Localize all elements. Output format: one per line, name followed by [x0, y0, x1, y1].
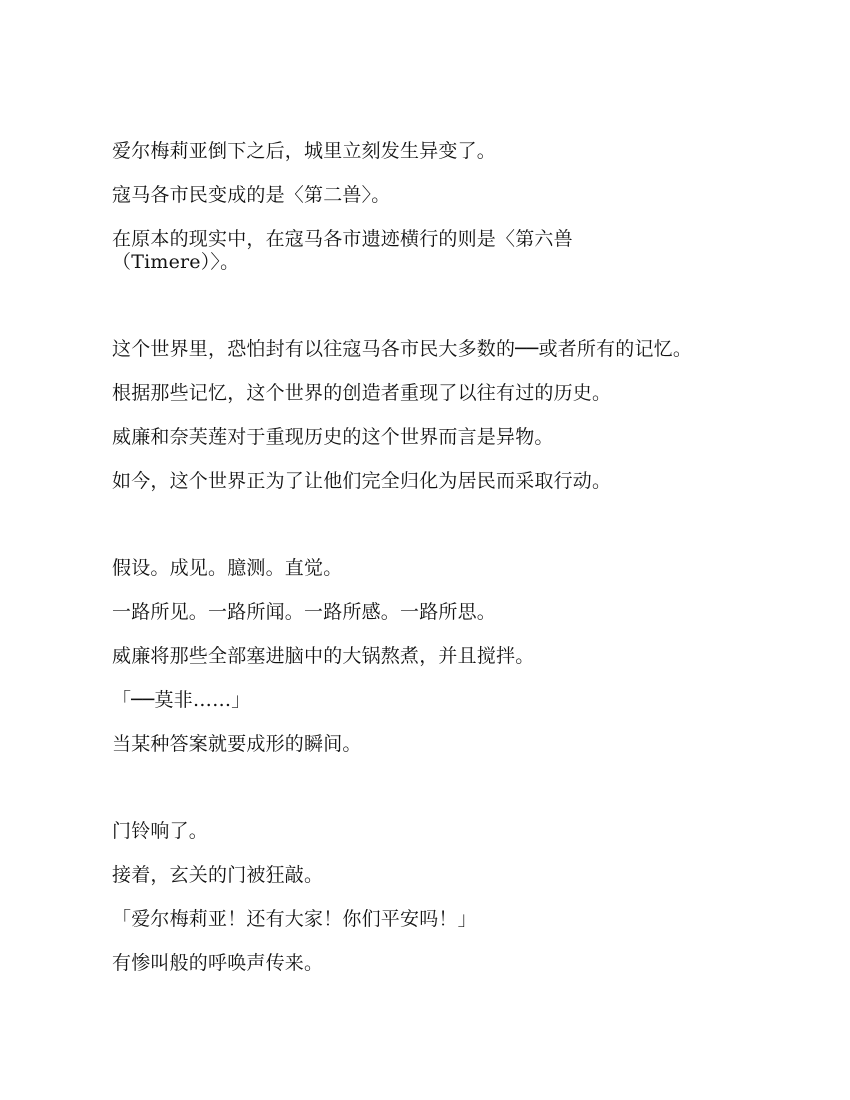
scene-break [112, 777, 752, 820]
paragraph: 威廉和奈芙莲对于重现历史的这个世界而言是异物。 [112, 426, 554, 448]
dialogue-line: 「爱尔梅莉亚！还有大家！你们平安吗！」 [112, 908, 477, 930]
document-page [112, 140, 752, 996]
paragraph: 有惨叫般的呼唤声传来。 [112, 952, 324, 974]
paragraph: 这个世界里，恐怕封有以往寇马各市民大多数的──或者所有的记忆。 [112, 338, 693, 360]
paragraph: 当某种答案就要成形的瞬间。 [112, 733, 362, 755]
paragraph: 接着，玄关的门被狂敲。 [112, 864, 324, 886]
paragraph: 门铃响了。 [112, 820, 209, 842]
paragraph: 爱尔梅莉亚倒下之后，城里立刻发生异变了。 [112, 140, 497, 162]
scene-break [112, 295, 752, 338]
dialogue-line: 「──莫非……」 [112, 689, 251, 711]
paragraph: 假设。成见。臆测。直觉。 [112, 557, 343, 579]
paragraph: 根据那些记忆，这个世界的创造者重现了以往有过的历史。 [112, 382, 612, 404]
paragraph: 寇马各市民变成的是〈第二兽〉。 [112, 184, 391, 206]
paragraph: 在原本的现实中，在寇马各市遗迹横行的则是〈第六兽 （Timere）〉。 [112, 228, 573, 273]
paragraph: 威廉将那些全部塞进脑中的大锅熬煮，并且搅拌。 [112, 645, 535, 667]
scene-break [112, 514, 752, 557]
paragraph: 一路所见。一路所闻。一路所感。一路所思。 [112, 601, 497, 623]
paragraph: 如今，这个世界正为了让他们完全归化为居民而采取行动。 [112, 470, 612, 492]
